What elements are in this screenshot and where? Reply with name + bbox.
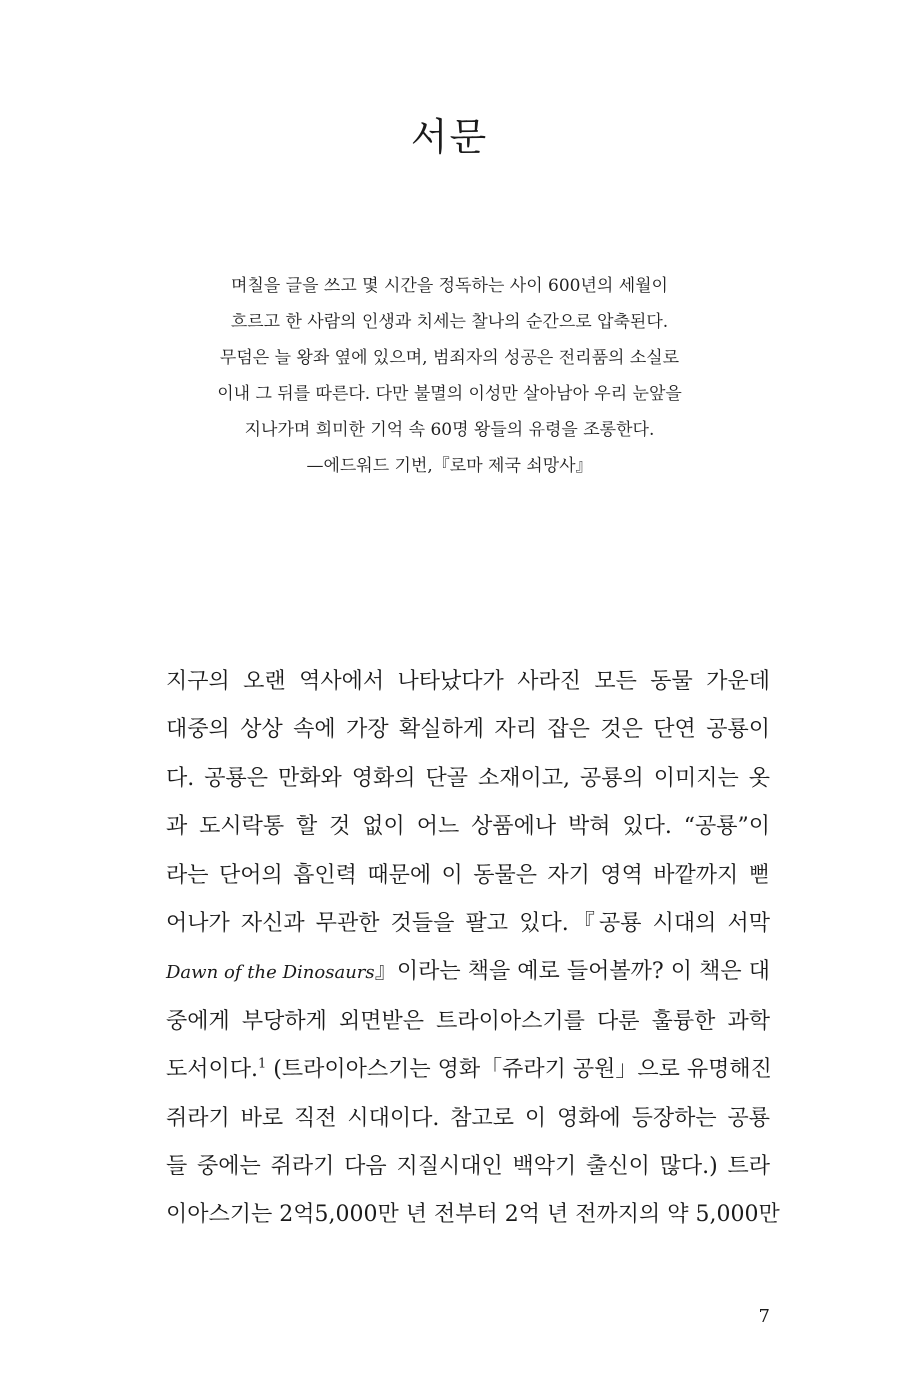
body-line-text: 도서이다.	[166, 1057, 259, 1083]
page-number: 7	[758, 1306, 770, 1327]
chapter-title: 서문	[410, 115, 489, 159]
epigraph-attribution: —에드워드 기번,『로마 제국 쇠망사』	[306, 456, 593, 476]
body-line: 대중의 상상 속에 가장 확실하게 자리 잡은 것은 단연 공룡이	[166, 717, 770, 743]
body-line: 지구의 오랜 역사에서 나타났다가 사라진 모든 동물 가운데	[166, 669, 770, 694]
body-line: 어나가 자신과 무관한 것들을 팔고 있다.『공룡 시대의 서막	[166, 911, 770, 937]
body-line: 라는 단어의 흡인력 때문에 이 동물은 자기 영역 바깥까지 뻗	[166, 862, 770, 888]
epigraph-line: 이내 그 뒤를 따른다. 다만 불멸의 이성만 살아남아 우리 눈앞을	[217, 384, 682, 404]
body-line	[166, 948, 770, 997]
body-line-text: (트라이아스기는 영화「쥬라기 공원」으로 유명해진	[266, 1057, 772, 1083]
body-line-text: 』이라는 책을 예로 들어볼까? 이 책은 대	[374, 959, 770, 985]
body-line: 다. 공룡은 만화와 영화의 단골 소재이고, 공룡의 이미지는 옷	[166, 765, 770, 791]
book-title-english: Dawn of the Dinosaurs	[166, 962, 375, 984]
body-line: 중에게 부당하게 외면받은 트라이아스기를 다룬 훌륭한 과학	[166, 1008, 770, 1034]
epigraph-line: 흐르고 한 사람의 인생과 치세는 찰나의 순간으로 압축된다.	[230, 312, 669, 332]
footnote-marker: 1	[258, 1056, 267, 1072]
epigraph-line: 무덤은 늘 왕좌 옆에 있으며, 범죄자의 성공은 전리품의 소실로	[219, 348, 680, 368]
body-line: 들 중에는 쥐라기 다음 지질시대인 백악기 출신이 많다.) 트라	[166, 1154, 770, 1180]
body-line: 이아스기는 2억5,000만 년 전부터 2억 년 전까지의 약 5,000만	[166, 1202, 780, 1228]
epigraph-line: 지나가며 희미한 기억 속 60명 왕들의 유령을 조롱한다.	[244, 420, 655, 440]
body-paragraph	[166, 658, 780, 1240]
body-line	[166, 1046, 770, 1094]
body-line: 쥐라기 바로 직전 시대이다. 참고로 이 영화에 등장하는 공룡	[166, 1105, 770, 1131]
epigraph-line: 며칠을 글을 쓰고 몇 시간을 정독하는 사이 600년의 세월이	[231, 276, 668, 296]
epigraph	[150, 268, 749, 484]
body-line: 과 도시락통 할 것 없이 어느 상품에나 박혀 있다. “공룡”이	[166, 814, 770, 840]
